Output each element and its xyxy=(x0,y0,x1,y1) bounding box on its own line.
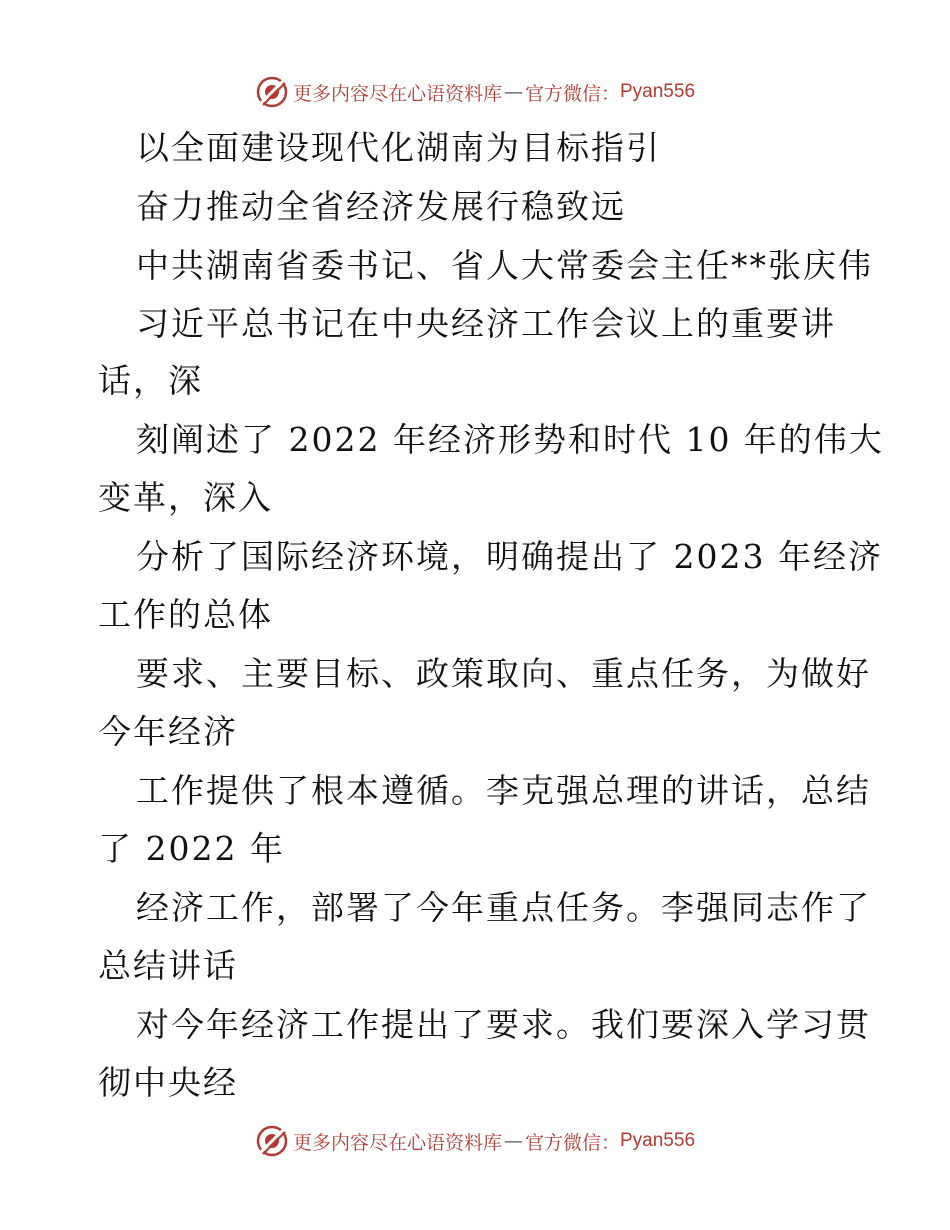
watermark-text: 更多内容尽在心语资料库 xyxy=(292,1131,502,1154)
watermark-separator: — xyxy=(503,1130,523,1152)
logo-icon xyxy=(255,75,289,109)
title-line-2: 奋力推动全省经济发展行稳致远 xyxy=(136,187,626,226)
watermark-wechat-label: 官方微信： xyxy=(524,82,620,105)
body-line: 话，深 xyxy=(98,361,203,400)
watermark-text: 更多内容尽在心语资料库 xyxy=(292,82,502,105)
watermark-header xyxy=(0,72,950,112)
watermark-wechat-id: Pyan556 xyxy=(620,81,696,102)
watermark-wechat-id: Pyan556 xyxy=(620,1130,696,1151)
author-line: 中共湖南省委书记、省人大常委会主任**张庆伟 xyxy=(136,246,873,285)
body-line: 分析了国际经济环境，明确提出了 2023 年经济 xyxy=(136,537,883,576)
body-line: 对今年经济工作提出了要求。我们要深入学习贯 xyxy=(136,1005,871,1044)
body-line: 今年经济 xyxy=(98,712,238,751)
body-line: 变革，深入 xyxy=(98,478,273,517)
body-line: 经济工作，部署了今年重点任务。李强同志作了 xyxy=(136,888,871,927)
body-line: 工作提供了根本遵循。李克强总理的讲话，总结 xyxy=(136,771,871,810)
body-line: 工作的总体 xyxy=(98,595,273,634)
body-line: 总结讲话 xyxy=(98,946,238,985)
body-line: 要求、主要目标、政策取向、重点任务，为做好 xyxy=(136,654,871,693)
watermark-separator: — xyxy=(503,81,523,103)
watermark-wechat-label: 官方微信： xyxy=(524,1131,620,1154)
body-line: 习近平总书记在中央经济工作会议上的重要讲 xyxy=(136,304,836,343)
watermark-footer xyxy=(0,1121,950,1161)
body-line: 彻中央经 xyxy=(98,1063,238,1102)
body-line: 刻阐述了 2022 年经济形势和时代 10 年的伟大 xyxy=(136,420,884,459)
title-line-1: 以全面建设现代化湖南为目标指引 xyxy=(136,128,661,167)
body-line: 了 2022 年 xyxy=(98,829,285,868)
logo-icon xyxy=(255,1124,289,1158)
